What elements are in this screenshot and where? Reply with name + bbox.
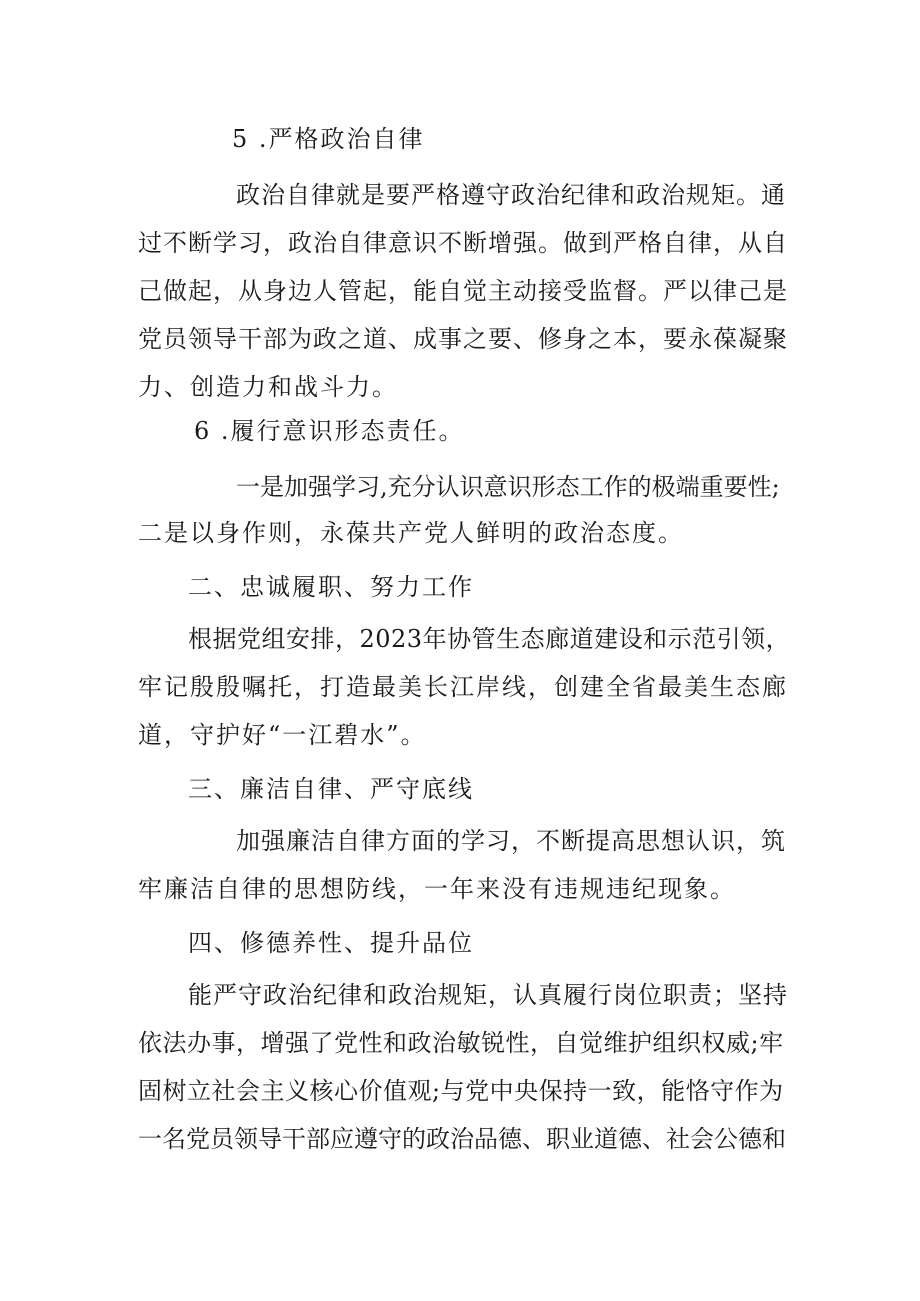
paragraph-line: 一名党员领导干部应遵守的政治品德、职业道德、社会公德和 bbox=[138, 1125, 786, 1153]
paragraph-line: 能严守政治纪律和政治规矩，认真履行岗位职责；坚持 bbox=[188, 981, 788, 1009]
part-4-heading: 四、修德养性、提升品位 bbox=[188, 929, 474, 957]
paragraph-line: 二是以身作则，永葆共产党人鲜明的政治态度。 bbox=[138, 519, 684, 547]
section-6-heading: 6 .履行意识形态责任。 bbox=[194, 417, 465, 445]
section-5-heading: 5 .严格政治自律 bbox=[232, 125, 425, 153]
paragraph-line: 党员领导干部为政之道、成事之要、修身之本，要永葆凝聚 bbox=[138, 325, 788, 353]
paragraph-line: 力、创造力和战斗力。 bbox=[138, 373, 398, 401]
part-3-heading: 三、廉洁自律、严守底线 bbox=[188, 775, 474, 803]
paragraph-line: 加强廉洁自律方面的学习，不断提高思想认识，筑 bbox=[236, 827, 786, 855]
paragraph-line: 己做起，从身边人管起，能自觉主动接受监督。严以律己是 bbox=[138, 277, 788, 305]
paragraph-line: 依法办事，增强了党性和政治敏锐性，自觉维护组织权威;牢 bbox=[138, 1029, 784, 1057]
paragraph-line: 一是加强学习,充分认识意识形态工作的极端重要性; bbox=[236, 473, 780, 501]
paragraph-line: 牢廉洁自律的思想防线，一年来没有违规违纪现象。 bbox=[138, 875, 736, 903]
paragraph-line: 道，守护好“一江碧水”。 bbox=[138, 721, 427, 749]
paragraph-line: 根据党组安排，2023年协管生态廊道建设和示范引领， bbox=[188, 625, 791, 653]
paragraph-line: 过不断学习，政治自律意识不断增强。做到严格自律，从自 bbox=[138, 229, 788, 257]
paragraph-line: 牢记殷殷嘱托，打造最美长江岸线，创建全省最美生态廊 bbox=[138, 673, 788, 701]
paragraph-line: 固树立社会主义核心价值观;与党中央保持一致，能恪守作为 bbox=[138, 1077, 784, 1105]
paragraph-line: 政治自律就是要严格遵守政治纪律和政治规矩。通 bbox=[236, 181, 786, 209]
part-2-heading: 二、忠诚履职、努力工作 bbox=[188, 573, 474, 601]
